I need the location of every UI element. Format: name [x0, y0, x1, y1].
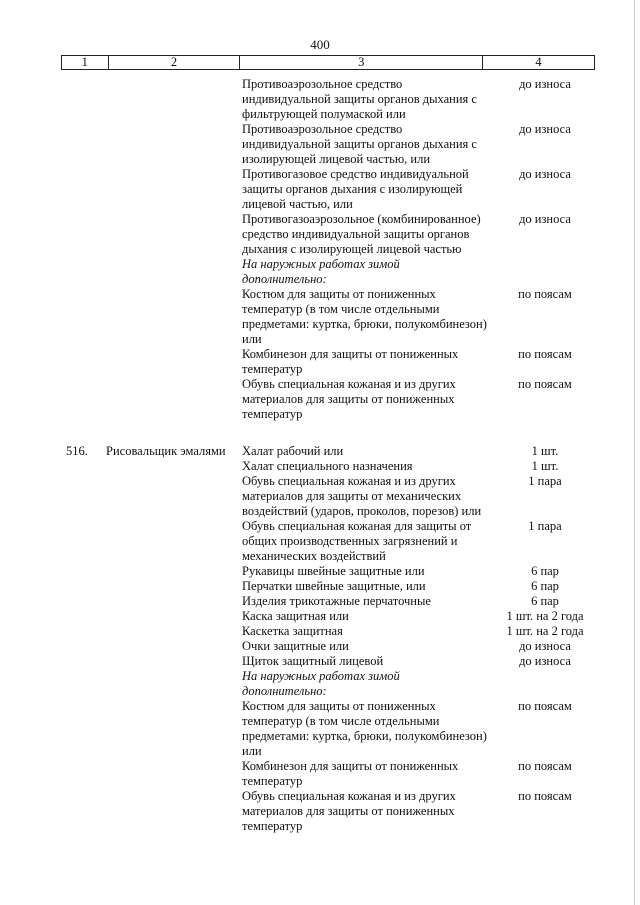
list-item: [0, 212, 640, 257]
winter-note: На наружных работах зимой дополнительно:: [242, 257, 400, 286]
section-gap: [0, 422, 640, 444]
list-item: [0, 519, 640, 564]
item-description: Комбинезон для защиты от пониженных температур: [242, 347, 459, 376]
list-item: [0, 444, 640, 459]
item-norm: 1 шт.: [531, 459, 559, 473]
list-item: [0, 77, 640, 122]
item-description: Противоаэрозольное средство индивидуальной защиты органов дыхания с фильтрующей полумаской или: [242, 77, 477, 121]
item-description: Каска защитная или: [242, 609, 349, 623]
list-item: [0, 699, 640, 759]
list-item: [0, 167, 640, 212]
item-norm: по поясам: [518, 699, 572, 713]
item-description: Халат рабочий или: [242, 444, 344, 458]
item-norm: по поясам: [518, 759, 572, 773]
item-norm: по поясам: [518, 287, 572, 301]
item-norm: до износа: [519, 654, 571, 668]
item-description: Костюм для защиты от пониженных температур (в том числе отдельными предметами: куртка, брюки, полукомбинезон) или: [242, 699, 487, 758]
list-item: [0, 789, 640, 834]
item-norm: до износа: [519, 77, 571, 91]
page-number: 400: [310, 37, 330, 52]
item-description: Перчатки швейные защитные, или: [242, 579, 426, 593]
list-item: [0, 594, 640, 609]
list-item: [0, 459, 640, 474]
item-description: Халат специального назначения: [242, 459, 413, 473]
item-description: Изделия трикотажные перчаточные: [242, 594, 431, 608]
section-516: [0, 444, 640, 834]
column-header-3: 3: [240, 56, 483, 70]
item-description: Костюм для защиты от пониженных температур (в том числе отдельными предметами: куртка, брюки, полукомбинезон) или: [242, 287, 487, 346]
item-description: Обувь специальная кожаная и из других материалов для защиты от пониженных температур: [242, 789, 456, 833]
list-item: [0, 122, 640, 167]
list-item: [0, 624, 640, 639]
column-header-1: 1: [62, 56, 109, 70]
item-norm: 1 шт. на 2 года: [506, 624, 584, 638]
item-norm: до износа: [519, 167, 571, 181]
list-item: [0, 759, 640, 789]
list-item: [0, 654, 640, 669]
item-description: Противогазоаэрозольное (комбинированное) средство индивидуальной защиты органов дыхания с изолирующей лицевой частью: [242, 212, 481, 256]
list-item: [0, 287, 640, 347]
list-item: [0, 639, 640, 654]
list-item: [0, 609, 640, 624]
section-continuation: [0, 77, 640, 422]
list-item: [0, 347, 640, 377]
item-norm: 6 пар: [531, 594, 559, 608]
column-header-2: 2: [108, 56, 240, 70]
item-norm: 1 пара: [528, 474, 562, 488]
item-norm: по поясам: [518, 377, 572, 391]
item-norm: 6 пар: [531, 579, 559, 593]
item-norm: 6 пар: [531, 564, 559, 578]
item-description: Противогазовое средство индивидуальной защиты органов дыхания с изолирующей лицевой частью, или: [242, 167, 469, 211]
item-norm: 1 шт.: [531, 444, 559, 458]
norms-content: [0, 77, 640, 834]
winter-note: На наружных работах зимой дополнительно:: [242, 669, 400, 698]
column-header-4: 4: [483, 56, 595, 70]
list-item: [0, 564, 640, 579]
item-norm: до износа: [519, 639, 571, 653]
item-norm: 1 шт. на 2 года: [506, 609, 584, 623]
item-norm: 1 пара: [528, 519, 562, 533]
list-item: [0, 257, 640, 287]
item-description: Комбинезон для защиты от пониженных температур: [242, 759, 459, 788]
item-description: Очки защитные или: [242, 639, 349, 653]
item-norm: по поясам: [518, 347, 572, 361]
item-norm: до износа: [519, 212, 571, 226]
profession-name: Рисовальщик эмалями: [106, 444, 226, 458]
item-description: Обувь специальная кожаная и из других материалов для защиты от пониженных температур: [242, 377, 456, 421]
item-description: Каскетка защитная: [242, 624, 343, 638]
list-item: [0, 377, 640, 422]
item-description: Противоаэрозольное средство индивидуальной защиты органов дыхания с изолирующей лицевой частью, или: [242, 122, 477, 166]
item-description: Обувь специальная кожаная и из других материалов для защиты от механических воздействий (ударов, проколов, порезов) или: [242, 474, 482, 518]
item-norm: по поясам: [518, 789, 572, 803]
list-item: [0, 474, 640, 519]
column-header-table: [61, 55, 595, 70]
item-description: Рукавицы швейные защитные или: [242, 564, 425, 578]
list-item: [0, 669, 640, 699]
entry-number: 516.: [66, 444, 88, 458]
item-description: Щиток защитный лицевой: [242, 654, 384, 668]
list-item: [0, 579, 640, 594]
column-header-row: [62, 56, 595, 70]
item-description: Обувь специальная кожаная для защиты от общих производственных загрязнений и механических воздействий: [242, 519, 472, 563]
item-norm: до износа: [519, 122, 571, 136]
